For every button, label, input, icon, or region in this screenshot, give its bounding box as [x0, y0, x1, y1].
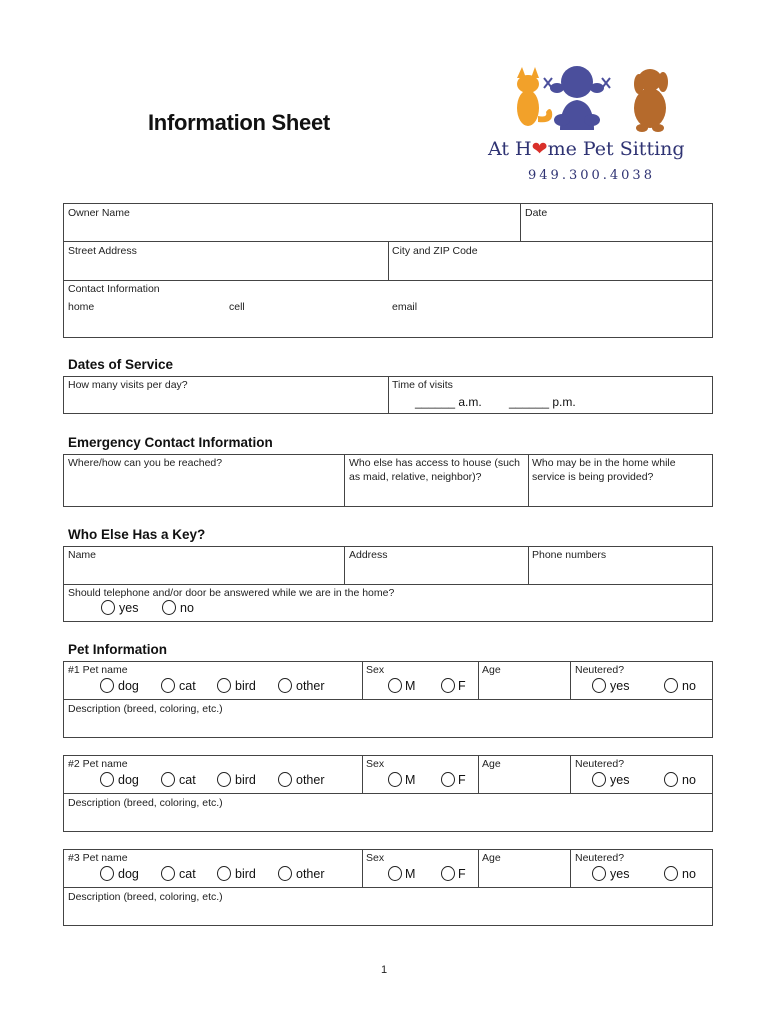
cell-phone-field[interactable]: cell	[229, 301, 245, 313]
reach-field[interactable]: Where/how can you be reached?	[68, 457, 223, 469]
pet-1-female-radio[interactable]	[441, 678, 455, 693]
date-field[interactable]: Date	[525, 207, 548, 219]
emergency-contact-heading: Emergency Contact Information	[68, 435, 273, 450]
answer-yes-radio[interactable]	[101, 600, 115, 615]
pet-3-bird-label: bird	[235, 867, 256, 881]
pet-3-other-radio[interactable]	[278, 866, 292, 881]
pet-3-dog-label: dog	[118, 867, 139, 881]
pet-1-neutered-yes-radio[interactable]	[592, 678, 606, 693]
pet-info-heading: Pet Information	[68, 642, 168, 657]
pet-1-cat-label: cat	[179, 679, 196, 693]
home-phone-field[interactable]: home	[68, 301, 95, 313]
answer-question-label: Should telephone and/or door be answered while we are in the home?	[68, 587, 395, 599]
pet-1-sex-label: Sex	[366, 664, 385, 676]
pet-1-dog-radio[interactable]	[100, 678, 114, 693]
pet-1-neutered-label: Neutered?	[575, 664, 625, 676]
pet-2-female-radio[interactable]	[441, 772, 455, 787]
pet-1-description-field[interactable]: Description (breed, coloring, etc.)	[68, 703, 223, 715]
pet-3-neutered-no-radio[interactable]	[664, 866, 678, 881]
answer-yes-label: yes	[119, 601, 139, 615]
pet-3-sex-label: Sex	[366, 852, 385, 864]
page-number: 1	[381, 964, 388, 976]
pet-3-bird-radio[interactable]	[217, 866, 231, 881]
pet-1-name-field[interactable]: #1 Pet name	[68, 664, 128, 676]
pet-3-name-field[interactable]: #3 Pet name	[68, 852, 128, 864]
answer-no-radio[interactable]	[162, 600, 176, 615]
pet-3-male-label: M	[405, 867, 416, 881]
pet-1-neutered-no-radio[interactable]	[664, 678, 678, 693]
key-holder-phone-field[interactable]: Phone numbers	[532, 549, 607, 561]
pet-1-cat-radio[interactable]	[161, 678, 175, 693]
pet-3-age-field[interactable]: Age	[482, 852, 501, 864]
am-time-field[interactable]: ______ a.m.	[415, 395, 482, 409]
pet-1-neutered-yes-label: yes	[610, 679, 630, 693]
pet-2-cat-radio[interactable]	[161, 772, 175, 787]
logo-pets-icon	[482, 58, 704, 138]
time-of-visits-label: Time of visits	[392, 379, 453, 391]
pet-1-bird-label: bird	[235, 679, 256, 693]
in-home-field-line2: service is being provided?	[532, 471, 654, 483]
pet-2-name-field[interactable]: #2 Pet name	[68, 758, 128, 770]
pet-3-male-radio[interactable]	[388, 866, 402, 881]
pet-2-neutered-yes-radio[interactable]	[592, 772, 606, 787]
access-field-line2: as maid, relative, neighbor)?	[349, 471, 482, 483]
contact-info-label: Contact Information	[68, 283, 160, 295]
logo-name-part2: me Pet Sitting	[547, 138, 685, 160]
pm-time-field[interactable]: ______ p.m.	[509, 395, 576, 409]
pet-2-neutered-yes-label: yes	[610, 773, 630, 787]
pet-3-dog-radio[interactable]	[100, 866, 114, 881]
pet-3-other-label: other	[296, 867, 325, 881]
dates-of-service-heading: Dates of Service	[68, 357, 174, 372]
pet-1-bird-radio[interactable]	[217, 678, 231, 693]
pet-1-other-label: other	[296, 679, 325, 693]
access-field-line1[interactable]: Who else has access to house (such	[349, 457, 521, 469]
pet-1-male-label: M	[405, 679, 416, 693]
pet-2-neutered-label: Neutered?	[575, 758, 625, 770]
page-title: Information Sheet	[148, 110, 330, 135]
key-holder-address-field[interactable]: Address	[349, 549, 388, 561]
pet-2-cat-label: cat	[179, 773, 196, 787]
pet-3-description-field[interactable]: Description (breed, coloring, etc.)	[68, 891, 223, 903]
heart-paw-icon: ❤	[531, 138, 548, 160]
pet-2-neutered-no-label: no	[682, 773, 696, 787]
pet-2-sex-label: Sex	[366, 758, 385, 770]
pet-2-neutered-no-radio[interactable]	[664, 772, 678, 787]
pet-2-female-label: F	[458, 773, 466, 787]
pet-2-description-field[interactable]: Description (breed, coloring, etc.)	[68, 797, 223, 809]
pet-3-female-label: F	[458, 867, 466, 881]
visits-per-day-field[interactable]: How many visits per day?	[68, 379, 188, 391]
pet-2-male-label: M	[405, 773, 416, 787]
pet-2-dog-label: dog	[118, 773, 139, 787]
email-field[interactable]: email	[392, 301, 418, 313]
street-address-field[interactable]: Street Address	[68, 245, 137, 257]
pet-3-neutered-label: Neutered?	[575, 852, 625, 864]
pet-2-bird-label: bird	[235, 773, 256, 787]
owner-name-field[interactable]: Owner Name	[68, 207, 130, 219]
pet-1-neutered-no-label: no	[682, 679, 696, 693]
pet-1-male-radio[interactable]	[388, 678, 402, 693]
pet-3-female-radio[interactable]	[441, 866, 455, 881]
answer-no-label: no	[180, 601, 194, 615]
pet-2-male-radio[interactable]	[388, 772, 402, 787]
key-holder-name-field[interactable]: Name	[68, 549, 97, 561]
pet-3-neutered-no-label: no	[682, 867, 696, 881]
pet-2-bird-radio[interactable]	[217, 772, 231, 787]
pet-3-neutered-yes-radio[interactable]	[592, 866, 606, 881]
pet-3-neutered-yes-label: yes	[610, 867, 630, 881]
pet-1-age-field[interactable]: Age	[482, 664, 501, 676]
pet-2-other-radio[interactable]	[278, 772, 292, 787]
pet-1-other-radio[interactable]	[278, 678, 292, 693]
city-zip-field[interactable]: City and ZIP Code	[392, 245, 478, 257]
key-holder-heading: Who Else Has a Key?	[68, 527, 206, 542]
logo-phone: 949.300.4038	[528, 168, 655, 183]
company-logo	[482, 58, 704, 188]
pet-2-dog-radio[interactable]	[100, 772, 114, 787]
pet-1-dog-label: dog	[118, 679, 139, 693]
pet-3-cat-radio[interactable]	[161, 866, 175, 881]
pet-2-other-label: other	[296, 773, 325, 787]
logo-name-part1: At H	[488, 138, 532, 160]
in-home-field-line1[interactable]: Who may be in the home while	[532, 457, 676, 469]
pet-1-female-label: F	[458, 679, 466, 693]
pet-2-age-field[interactable]: Age	[482, 758, 501, 770]
pet-3-cat-label: cat	[179, 867, 196, 881]
